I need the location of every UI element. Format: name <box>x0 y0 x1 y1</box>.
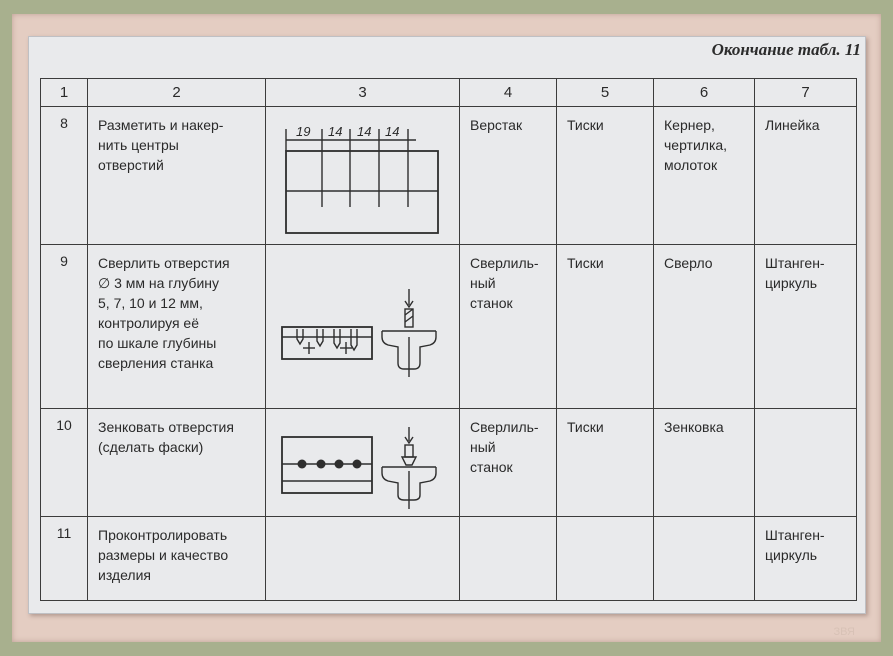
row-number: 9 <box>41 245 88 409</box>
dim-label: 14 <box>328 124 343 139</box>
header-col-4: 4 <box>460 79 557 107</box>
header-col-2: 2 <box>88 79 266 107</box>
fixture-text <box>557 517 654 601</box>
equipment-text: Сверлиль- ный станок <box>460 245 557 409</box>
tool-text: Кернер, чертилка, молоток <box>654 107 755 245</box>
marking-sketch <box>266 107 460 245</box>
measuring-text: Линейка <box>755 107 857 245</box>
countersink-drawing <box>266 409 460 517</box>
tool-text <box>654 517 755 601</box>
equipment-text: Сверлиль- ный станок <box>460 409 557 517</box>
table-row <box>41 245 857 409</box>
tool-text: Зенковка <box>654 409 755 517</box>
table-caption: Окончание табл. 11 <box>711 40 861 59</box>
fixture-text: Тиски <box>557 409 654 517</box>
watermark: ЗВЯ <box>833 626 855 638</box>
fixture-text: Тиски <box>557 107 654 245</box>
measuring-text <box>755 409 857 517</box>
fixture-text: Тиски <box>557 245 654 409</box>
dim-label: 14 <box>357 124 372 139</box>
row-number: 8 <box>41 107 88 245</box>
sketch-cell-empty <box>266 517 460 601</box>
dim-label: 19 <box>296 124 311 139</box>
measuring-text: Штанген- циркуль <box>755 517 857 601</box>
measuring-text: Штанген- циркуль <box>755 245 857 409</box>
marking-drawing <box>266 107 460 245</box>
table-row <box>41 409 857 517</box>
drilling-sketch <box>266 245 460 409</box>
tool-text: Сверло <box>654 245 755 409</box>
process-table <box>40 78 857 601</box>
equipment-text: Верстак <box>460 107 557 245</box>
table-row <box>41 517 857 601</box>
header-col-7: 7 <box>755 79 857 107</box>
header-col-1: 1 <box>41 79 88 107</box>
header-col-5: 5 <box>557 79 654 107</box>
operation-text: Разметить и накер- нить центры отверстий <box>88 107 266 245</box>
operation-text: Проконтролировать размеры и качество изделия <box>88 517 266 601</box>
equipment-text <box>460 517 557 601</box>
drilling-drawing <box>266 245 460 409</box>
dim-label: 14 <box>385 124 400 139</box>
header-row <box>41 79 857 107</box>
header-col-3: 3 <box>266 79 460 107</box>
row-number: 11 <box>41 517 88 601</box>
row-number: 10 <box>41 409 88 517</box>
table-row <box>41 107 857 245</box>
operation-text: Сверлить отверстия ∅ 3 мм на глубину 5, 7, 10 и 12 мм, контролируя её по шкале глубины сверления станка <box>88 245 266 409</box>
countersink-sketch <box>266 409 460 517</box>
header-col-6: 6 <box>654 79 755 107</box>
operation-text: Зенковать отверстия (сделать фаски) <box>88 409 266 517</box>
